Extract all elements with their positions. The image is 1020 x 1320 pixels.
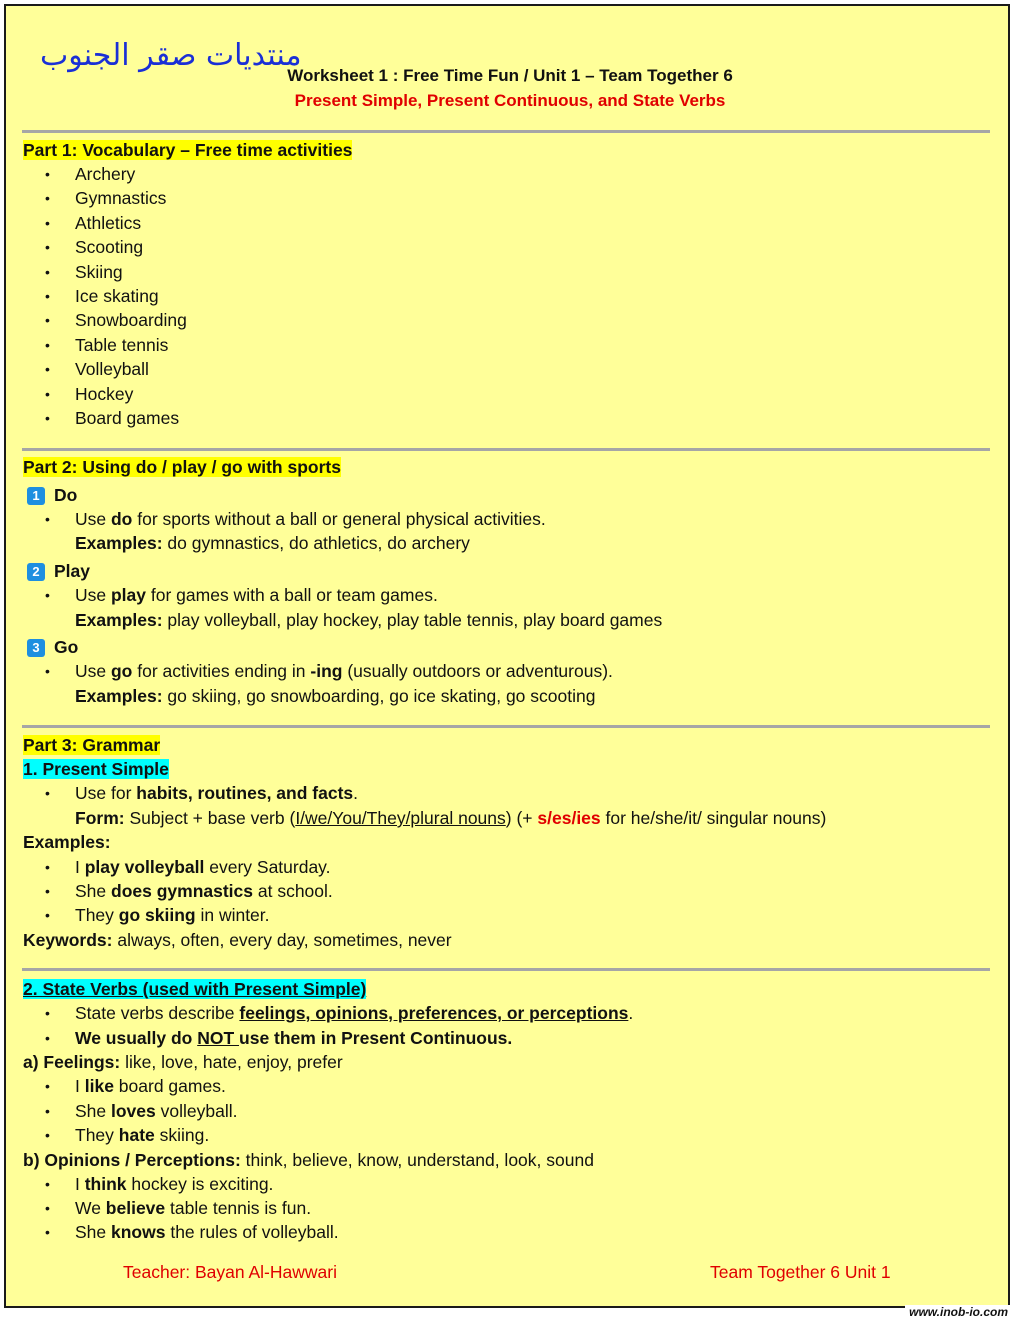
number-1-icon: 1 bbox=[27, 487, 45, 505]
feelings-example: She loves volleyball. bbox=[75, 1101, 238, 1121]
bullet: • bbox=[45, 511, 50, 527]
bullet: • bbox=[45, 288, 50, 304]
state-verbs-desc: State verbs describe feelings, opinions, preferences, or perceptions. bbox=[75, 1003, 634, 1023]
bullet: • bbox=[45, 361, 50, 378]
worksheet-title: Worksheet 1 : Free Time Fun / Unit 1 – Team Together 6 bbox=[287, 66, 733, 85]
watermark: منتديات صقر الجنوب bbox=[40, 38, 302, 73]
play-rule: Use play for games with a ball or team games. bbox=[75, 585, 438, 605]
bullet: • bbox=[45, 663, 50, 679]
bullet: • bbox=[45, 1127, 50, 1143]
bullet: • bbox=[45, 587, 50, 603]
part3-heading: Part 3: Grammar bbox=[23, 735, 161, 755]
vocabulary-item: Athletics bbox=[75, 212, 142, 233]
opinions-example: We believe table tennis is fun. bbox=[75, 1198, 312, 1218]
vocabulary-item: Skiing bbox=[75, 261, 123, 282]
part2-heading: Part 2: Using do / play / go with sports bbox=[23, 457, 341, 477]
bullet: • bbox=[45, 1176, 50, 1192]
vocabulary-item: Board games bbox=[75, 408, 180, 428]
bullet: • bbox=[45, 1224, 50, 1240]
feelings-label: a) Feelings: like, love, hate, enjoy, prefer bbox=[23, 1052, 343, 1072]
do-rule: Use do for sports without a ball or general physical activities. bbox=[75, 509, 546, 529]
bullet: • bbox=[45, 214, 50, 231]
bullet: • bbox=[45, 166, 50, 182]
bullet: • bbox=[45, 239, 50, 256]
site-url: www.inob-io.com bbox=[905, 1305, 1012, 1319]
vocabulary-item: Archery bbox=[75, 164, 136, 184]
do-heading: 1 Do bbox=[27, 485, 77, 506]
keywords: Keywords: always, often, every day, sometimes, never bbox=[23, 930, 452, 950]
go-rule: Use go for activities ending in -ing (usually outdoors or adventurous). bbox=[75, 661, 613, 681]
present-simple-use: Use for habits, routines, and facts. bbox=[75, 783, 359, 803]
present-simple-form: Form: Subject + base verb (I/we/You/They/plural nouns) (+ s/es/ies for he/she/it/ singular nouns) bbox=[75, 808, 827, 828]
go-examples: Examples: go skiing, go snowboarding, go ice skating, go scooting bbox=[75, 686, 596, 706]
number-2-icon: 2 bbox=[27, 563, 45, 581]
bullet: • bbox=[45, 385, 50, 402]
teacher-name: Teacher: Bayan Al-Hawwari bbox=[123, 1262, 337, 1282]
vocabulary-item: Ice skating bbox=[75, 286, 159, 306]
bullet: • bbox=[45, 1103, 50, 1119]
bullet: • bbox=[45, 785, 50, 801]
do-examples: Examples: do gymnastics, do athletics, do archery bbox=[75, 533, 470, 553]
bullet: • bbox=[45, 1078, 50, 1094]
ps-example: They go skiing in winter. bbox=[75, 905, 270, 925]
part1-heading: Part 1: Vocabulary – Free time activities bbox=[23, 140, 353, 160]
divider bbox=[22, 448, 990, 451]
vocabulary-item: Volleyball bbox=[75, 359, 149, 380]
bullet: • bbox=[45, 1030, 50, 1046]
number-3-icon: 3 bbox=[27, 639, 45, 657]
examples-label: Examples: bbox=[23, 832, 111, 852]
divider bbox=[22, 130, 990, 133]
opinions-example: I think hockey is exciting. bbox=[75, 1174, 274, 1194]
vocabulary-item: Table tennis bbox=[75, 334, 169, 355]
bullet: • bbox=[45, 263, 50, 280]
bullet: • bbox=[45, 336, 50, 353]
ps-example: She does gymnastics at school. bbox=[75, 881, 333, 901]
vocabulary-item: Hockey bbox=[75, 383, 134, 404]
ps-example: I play volleyball every Saturday. bbox=[75, 857, 331, 877]
bullet: • bbox=[45, 410, 50, 426]
vocabulary-item: Scooting bbox=[75, 237, 144, 258]
bullet: • bbox=[45, 883, 50, 899]
present-simple-heading: 1. Present Simple bbox=[23, 759, 169, 779]
bullet: • bbox=[45, 1200, 50, 1216]
opinions-label: b) Opinions / Perceptions: think, believe, know, understand, look, sound bbox=[23, 1150, 594, 1170]
vocabulary-item: Gymnastics bbox=[75, 188, 167, 209]
feelings-example: They hate skiing. bbox=[75, 1125, 210, 1145]
play-heading: 2 Play bbox=[27, 561, 90, 582]
state-verbs-note: We usually do NOT use them in Present Continuous. bbox=[75, 1028, 513, 1048]
worksheet-subtitle: Present Simple, Present Continuous, and State Verbs bbox=[294, 91, 726, 110]
divider bbox=[22, 968, 990, 971]
vocabulary-item: Snowboarding bbox=[75, 310, 187, 331]
feelings-example: I like board games. bbox=[75, 1076, 226, 1096]
unit-label: Team Together 6 Unit 1 bbox=[710, 1262, 891, 1282]
divider bbox=[22, 725, 990, 728]
bullet: • bbox=[45, 312, 50, 329]
bullet: • bbox=[45, 1005, 50, 1021]
go-heading: 3 Go bbox=[27, 637, 78, 658]
state-verbs-heading: 2. State Verbs (used with Present Simple) bbox=[23, 979, 367, 999]
bullet: • bbox=[45, 859, 50, 875]
play-examples: Examples: play volleyball, play hockey, play table tennis, play board games bbox=[75, 610, 663, 630]
bullet: • bbox=[45, 907, 50, 923]
bullet: • bbox=[45, 190, 50, 207]
opinions-example: She knows the rules of volleyball. bbox=[75, 1222, 339, 1242]
